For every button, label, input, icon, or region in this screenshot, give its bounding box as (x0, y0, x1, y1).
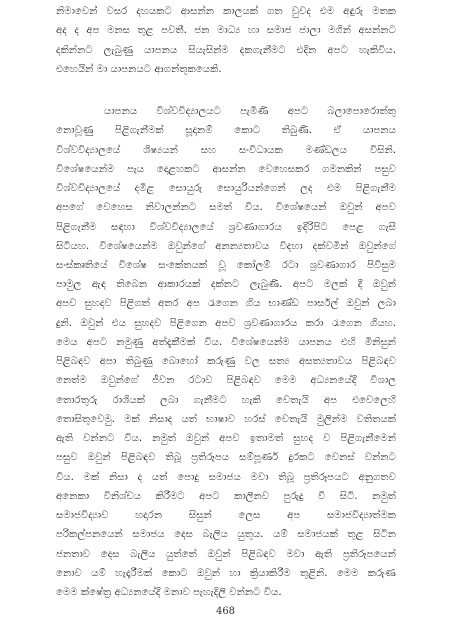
paragraph-2-line-17: තොසිතුවෙමු. මක් නිසාද යත් භාෂාව හරස් වෙතැයි මුලින්ම වතිතයක් (56, 413, 396, 425)
paragraph-2-line-6: අපගේ වෙහෙස නිවාලන්නට සමත් විය. විශේෂයෙන් ඔවුන් අපව (56, 202, 396, 214)
paragraph-2-line-21: අනෙකා විනිශ්චය කිරීමට අපට කාලීනව පුරුදු වී සිටි. නමුත් (56, 490, 396, 502)
paragraph-1-line-3: දකින්නට ලැබුණු යාපනය සියැසින්ම දකගැනීමට එදින අපට හැකිවිය. (56, 44, 396, 56)
paragraph-2-line-14: පිළිබඳව අපා තිබුණු බොහෝ කරුණු වල සත්‍ය අසත්‍යතාවය පිළිබඳව (56, 356, 396, 368)
paragraph-1-line-1: නිමාවෙන් වසර දහයකට ආසන්න කාලයක් ගත වුවද එම අඳුරු මතක (56, 6, 396, 17)
paragraph-2-line-5: විශ්වවිද්‍යාලයේ දමිළ සොයුරු සොයුරියන්ගෙන් ලද එම පිළිගැනීම (56, 183, 396, 194)
paragraph-2-line-12: දුනි. ඔවුන් එය සුහදව පිළිගෙන අපව ශ්‍රවණාගාරය කරා රැගෙන ගියහ. (56, 317, 396, 329)
paragraph-1-line-2: අද ද අප මනස තුළ පවතී. ජන මාධ්‍ය හා සමාජ ජාලා මගින් අසන්නට (56, 25, 396, 37)
paragraph-2-line-23: පරිකල්පනයෙන් සමාජය දෙස බැලිය යුතුය. යම් සමාජයක් තුළ සිටින (56, 529, 396, 541)
paragraph-2-line-10: පාමුල ඇඳ තිබෙන ආකාරයක් දක්නට ලැබුණි. අපට මලක් දී ඔවුන් (56, 279, 396, 291)
paragraph-2-line-24: ජනතාව දෙස බැලිය යුත්තේ ඔවුන් පිළිබඳව මවා ඇති ප්‍රතිරූපයෙන් (56, 548, 396, 560)
paragraph-2-line-1: යාපනය විශ්වවිද්‍යාලයට පැමිණි අපට බලාපොරොත්තු (104, 106, 396, 117)
paragraph-2-line-2: නොවූණු පිළිගැනීමක් සූදානම් කොට තිබුණි. ඒ යාපනය (56, 125, 396, 137)
paragraph-2-line-22: සමාජවිද්‍යාව හදාරන සිසුන් ලෙස අප සමාජවිද්‍යාත්මක (56, 510, 396, 521)
paragraph-2-line-7: පිළිගැනීම සඳහා විශ්වවිද්‍යාලයේ ශ්‍රවණාගාරය ඉදිරිපිට පෙළ ගැසී (56, 221, 396, 233)
paragraph-2-line-20: විය. මක් නිසා ද යත් පොදු සමාජය මවා තිබූ ප්‍රතිරූපයට අනුගතව (56, 471, 396, 483)
paragraph-2-line-16: තොරතුරු රාශියක් ලබා ගැනීමට හැකි වෙතැයි අප එවෙලෙහි (56, 394, 396, 406)
paragraph-2-line-26: මෙම ක්ෂේත්‍ර අධ්‍යනයේදී මනාව පැහැදිලි වන්නට විය. (56, 587, 282, 598)
paragraph-2-line-19: පසුව ඔවුන් පිළිබඳව තිබූ ප්‍රතිරූපය සම්පූර්ණ දුරකට වෙනස් වන්නට (56, 452, 396, 464)
paragraph-2-line-18: ඇති වන්නට විය. නමුත් ඔවුන් අපව ඉතාමත් සුහද ව පිළිගැනීමෙන් (56, 433, 396, 445)
paragraph-2-line-11: අපව සුහදව පිළිගත් අතර අප රැගෙන ගිය භාණ්ඩ පාර්සල් ඔවුන් ලබා (56, 298, 396, 310)
paragraph-2-line-4: විශේෂයෙන්ම පැය දොළහකට ආසන්න වෙහෙසකර ගමනකින් පසුව (56, 163, 396, 175)
page-number: 468 (215, 606, 236, 617)
paragraph-2-line-13: මෙය අපට නමුණු අත්දැකීමක් විය. විශේෂයෙන්ම යාපනය එහි මිනිසුන් (56, 336, 396, 348)
paragraph-2-line-8: සිටියහ. විශේෂයෙන්ම ඔවුන්ගේ අනන්‍යතාවය විදහා දක්වමින් ඔවුන්ගේ (56, 240, 396, 252)
paragraph-2-line-9: සංස්කෘතියේ විශේෂ සංකේතයක් වූ කෝලම් රටා ශ්‍රවණාගාර පිවිසුම (56, 259, 396, 271)
paragraph-1-line-4: එහෙයින් මා යාපනයට ආගන්තුකයෙකි. (56, 63, 222, 75)
paragraph-2-line-15: නෙත්ම ඔවුන්ගේ ජීවන රටාව පිළිබඳව මෙම අධ්‍යනයේදී විශාල (56, 375, 396, 387)
paragraph-2-line-25: නොව යම් හැදෑරීමක් කොට ඔවුන් හා ක්‍රියාකිරීම තුළිනි. මෙම කරුණ (56, 567, 396, 579)
paragraph-2-line-3: විශ්වවිද්‍යාලයේ ශිෂ්‍යයන් සහ සංවිධායක මණ්ඩලය විසිනි. (56, 144, 396, 156)
